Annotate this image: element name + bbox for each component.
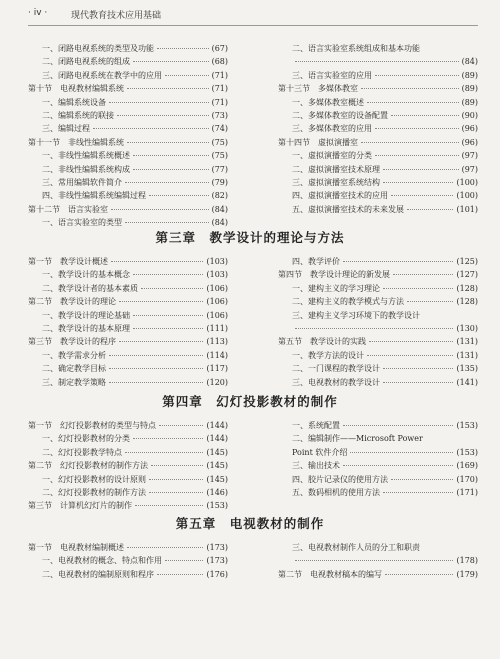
entry-title: 三、建构主义学习环境下的教学设计: [292, 310, 420, 320]
dot-leader: [367, 355, 453, 356]
dot-leader: [133, 155, 209, 156]
entry-title: 二、教学设计的基本原理: [42, 324, 130, 333]
toc-subentry[interactable]: [278, 189, 478, 202]
dot-leader: [135, 505, 203, 506]
toc-subentry[interactable]: [28, 309, 228, 322]
book-title: 现代教育技术应用基础: [71, 11, 162, 21]
entry-title: 三、常用编辑软件简介: [42, 178, 122, 187]
dot-leader: [383, 182, 453, 183]
toc-section-entry[interactable]: [28, 82, 228, 95]
page-ref: (117): [206, 364, 228, 374]
page-ref: (103): [206, 270, 228, 280]
entry-title: 四、胶片记录仪的使用方法: [292, 474, 388, 484]
toc-subentry[interactable]: [278, 42, 478, 55]
page-ref: (67): [211, 44, 228, 53]
toc-section-entry[interactable]: [278, 568, 478, 581]
dot-leader: [109, 355, 203, 356]
dot-leader: [125, 222, 209, 223]
entry-title: 二、确定教学目标: [42, 364, 106, 374]
toc-subentry[interactable]: [278, 69, 478, 82]
page-ref: (97): [461, 164, 478, 174]
dot-leader: [109, 382, 203, 383]
dot-leader: [343, 425, 453, 426]
page-ref: (89): [461, 84, 478, 94]
page-ref: (71): [211, 97, 228, 107]
dot-leader: [93, 128, 209, 129]
entry-title: 三、电视教材制作人员的分工和职责: [292, 543, 420, 552]
page-ref: (153): [456, 447, 478, 457]
entry-title: 四、教学评价: [292, 257, 340, 266]
page-ref: (89): [461, 97, 478, 107]
toc-subentry[interactable]: [278, 554, 478, 567]
toc-section-entry[interactable]: [28, 255, 228, 268]
toc-subentry[interactable]: [28, 122, 228, 135]
page-ref: (96): [461, 124, 478, 134]
page-ref: (106): [206, 297, 228, 307]
dot-leader: [391, 115, 459, 116]
entry-title: 一、教学设计的理论基础: [42, 310, 130, 320]
toc-subentry[interactable]: [278, 459, 478, 472]
entry-title: 二、编辑制作——Microsoft Power: [292, 434, 423, 444]
page-ref: (79): [211, 178, 228, 187]
dot-leader: [127, 547, 203, 548]
dot-leader: [119, 341, 203, 342]
page-ref: (84): [461, 57, 478, 67]
toc-subentry[interactable]: [28, 376, 228, 389]
entry-title: 二、编辑系统的联接: [42, 111, 114, 120]
page-ref: (169): [456, 461, 478, 471]
page-ref: (75): [211, 137, 228, 147]
entry-title: 三、输出技术: [292, 461, 340, 471]
entry-title: 第三节 计算机幻灯片的制作: [28, 501, 132, 511]
dot-leader: [165, 75, 209, 76]
toc-subentry[interactable]: [28, 554, 228, 567]
toc-column-left: [28, 255, 228, 389]
toc-subentry[interactable]: [278, 376, 478, 389]
page-ref: (145): [206, 461, 228, 471]
dot-leader: [383, 492, 453, 493]
page-ref: (73): [211, 111, 228, 120]
dot-leader: [109, 102, 209, 103]
toc-subentry[interactable]: [278, 362, 478, 375]
page-ref: (170): [456, 474, 478, 484]
entry-title: 二、建构主义的教学模式与方法: [292, 297, 404, 307]
toc-section-entry[interactable]: [28, 295, 228, 308]
entry-title: 一、编辑系统设备: [42, 97, 106, 107]
page-ref: (179): [456, 569, 478, 579]
toc-subentry[interactable]: [278, 432, 478, 445]
dot-leader: [361, 88, 459, 89]
page-ref: (130): [456, 324, 478, 333]
toc-section-entry[interactable]: [28, 203, 228, 216]
page-ref: (106): [206, 283, 228, 293]
toc-subentry[interactable]: [278, 349, 478, 362]
entry-title: Point 软件介绍: [292, 447, 348, 457]
entry-title: 四、虚拟演播室技术的应用: [292, 191, 388, 201]
dot-leader: [369, 341, 453, 342]
page-ref: (145): [206, 447, 228, 457]
toc-column-right: [278, 541, 478, 581]
dot-leader: [157, 574, 203, 575]
entry-title: 第四节 教学设计理论的新发展: [278, 270, 390, 280]
dot-leader: [295, 61, 459, 62]
entry-title: 一、幻灯投影教材的设计原则: [42, 474, 146, 484]
toc-section-entry[interactable]: [28, 499, 228, 512]
page-ref: (97): [461, 151, 478, 161]
page-ref: (96): [461, 137, 478, 147]
entry-title: 第三节 教学设计的程序: [28, 337, 116, 347]
toc-section-entry[interactable]: [278, 335, 478, 348]
dot-leader: [151, 465, 203, 466]
page-ref: (84): [211, 218, 228, 228]
page-ref: (120): [206, 377, 228, 387]
page-ref: (71): [211, 84, 228, 94]
toc-section-entry[interactable]: [28, 459, 228, 472]
entry-title: 一、非线性编辑系统概述: [42, 151, 130, 161]
entry-title: 第十二节 语言实验室: [28, 204, 108, 214]
page-ref: (103): [206, 257, 228, 266]
dot-leader: [295, 560, 453, 561]
toc-section-entry[interactable]: [28, 419, 228, 432]
toc-subentry[interactable]: [278, 109, 478, 122]
dot-leader: [125, 182, 209, 183]
toc-subentry[interactable]: [28, 42, 228, 55]
toc-subentry[interactable]: [28, 163, 228, 176]
page-ref: (114): [206, 350, 228, 360]
dot-leader: [343, 465, 453, 466]
dot-leader: [133, 274, 203, 275]
entry-title: 一、教学需求分析: [42, 350, 106, 360]
entry-title: 五、数码相机的使用方法: [292, 488, 380, 497]
page-ref: (145): [206, 474, 228, 484]
toc-subentry[interactable]: [278, 149, 478, 162]
dot-leader: [117, 115, 209, 116]
dot-leader: [383, 288, 453, 289]
page-ref: (74): [211, 124, 228, 134]
dot-leader: [367, 102, 459, 103]
dot-leader: [393, 274, 453, 275]
dot-leader: [157, 48, 209, 49]
toc-subentry[interactable]: [28, 362, 228, 375]
dot-leader: [149, 479, 203, 480]
entry-title: 一、多媒体教室概述: [292, 97, 364, 107]
page-ref: (71): [211, 70, 228, 80]
dot-leader: [119, 301, 203, 302]
toc-subentry[interactable]: [278, 203, 478, 216]
dot-leader: [391, 195, 453, 196]
entry-title: 二、一门课程的教学设计: [292, 364, 380, 374]
dot-leader: [133, 315, 203, 316]
entry-title: 一、闭路电视系统的类型及功能: [42, 44, 154, 53]
header-rule: [28, 25, 478, 26]
entry-title: 第一节 幻灯投影教材的类型与特点: [28, 421, 156, 430]
page-ref: (128): [456, 297, 478, 307]
toc-section-entry[interactable]: [278, 82, 478, 95]
page-ref: (111): [206, 324, 228, 333]
toc-section-entry[interactable]: [28, 136, 228, 149]
toc-subentry[interactable]: [28, 149, 228, 162]
page-ref: (128): [456, 283, 478, 293]
dot-leader: [111, 209, 209, 210]
dot-leader: [350, 452, 453, 453]
dot-leader: [385, 574, 453, 575]
dot-leader: [343, 261, 453, 262]
dot-leader: [127, 88, 209, 89]
dot-leader: [149, 492, 203, 493]
toc-subentry[interactable]: [28, 486, 228, 499]
toc-subentry[interactable]: [278, 446, 478, 459]
chapter-heading: 第三章 教学设计的理论与方法: [155, 230, 345, 245]
toc-column-left: [28, 541, 228, 581]
toc-subentry[interactable]: [278, 122, 478, 135]
entry-title: 三、语言实验室的应用: [292, 70, 372, 80]
page-ref: (100): [456, 191, 478, 201]
dot-leader: [295, 328, 453, 329]
toc-subentry[interactable]: [28, 268, 228, 281]
dot-leader: [361, 142, 459, 143]
entry-title: 二、多媒体教室的设备配置: [292, 111, 388, 120]
page-ref: (75): [211, 151, 228, 161]
entry-title: 三、虚拟演播室系统结构: [292, 178, 380, 187]
page-ref: (153): [206, 501, 228, 511]
dot-leader: [125, 452, 203, 453]
toc-subentry[interactable]: [28, 282, 228, 295]
page-ref: (135): [456, 364, 478, 374]
dot-leader: [375, 128, 459, 129]
entry-title: 二、幻灯投影教学特点: [42, 447, 122, 457]
entry-title: 第一节 电视教材编制概述: [28, 543, 124, 552]
page-ref: (146): [206, 488, 228, 497]
page-ref: (90): [461, 111, 478, 120]
page-ref: (171): [456, 488, 478, 497]
toc-subentry[interactable]: [278, 55, 478, 68]
chapter-heading: 第四章 幻灯投影教材的制作: [162, 394, 338, 409]
toc-subentry[interactable]: [278, 486, 478, 499]
entry-title: 一、虚拟演播室的分类: [292, 151, 372, 161]
entry-title: 一、系统配置: [292, 421, 340, 430]
entry-title: 第二节 教学设计的理论: [28, 297, 116, 307]
dot-leader: [109, 368, 203, 369]
page-ref: (82): [211, 191, 228, 201]
toc-subentry[interactable]: [278, 322, 478, 335]
toc-subentry[interactable]: [278, 176, 478, 189]
page-ref: (84): [211, 204, 228, 214]
entry-title: 二、电视教材的编制原则和程序: [42, 569, 154, 579]
dot-leader: [407, 209, 453, 210]
page-ref: (131): [456, 337, 478, 347]
dot-leader: [165, 560, 203, 561]
toc-subentry[interactable]: [278, 255, 478, 268]
page-ref: (173): [206, 556, 228, 566]
toc-subentry[interactable]: [28, 69, 228, 82]
toc-subentry[interactable]: [28, 96, 228, 109]
page-ref: (178): [456, 556, 478, 566]
entry-title: 五、虚拟演播室技术的未来发展: [292, 204, 404, 214]
toc-subentry[interactable]: [278, 309, 478, 322]
entry-title: 第五节 教学设计的实践: [278, 337, 366, 347]
entry-title: 三、电视教材的教学设计: [292, 377, 380, 387]
dot-leader: [407, 301, 453, 302]
page-ref: (176): [206, 569, 228, 579]
toc-subentry[interactable]: [278, 419, 478, 432]
chapter-heading: 第五章 电视教材的制作: [175, 516, 325, 531]
entry-title: 二、非线性编辑系统构成: [42, 164, 130, 174]
page-ref: (100): [456, 178, 478, 187]
toc-column-right: [278, 255, 478, 389]
toc-subentry[interactable]: [28, 473, 228, 486]
dot-leader: [375, 75, 459, 76]
toc-section-entry[interactable]: [28, 335, 228, 348]
entry-title: 一、建构主义的学习理论: [292, 283, 380, 293]
dot-leader: [111, 261, 203, 262]
toc-column-left: [28, 42, 228, 230]
toc-column-right: [278, 42, 478, 216]
entry-title: 一、教学设计的基本概念: [42, 270, 130, 280]
toc-column-right: [278, 419, 478, 499]
entry-title: 三、多媒体教室的应用: [292, 124, 372, 134]
toc-section-entry[interactable]: [278, 136, 478, 149]
page-ref: (144): [206, 421, 228, 430]
toc-subentry[interactable]: [278, 473, 478, 486]
page-ref: (77): [211, 164, 228, 174]
entry-title: 二、虚拟演播室技术原理: [292, 164, 380, 174]
page-ref: (144): [206, 434, 228, 444]
toc-subentry[interactable]: [278, 295, 478, 308]
entry-title: 第十节 电视教材编辑系统: [28, 84, 124, 94]
entry-title: 一、幻灯投影教材的分类: [42, 434, 130, 444]
toc-subentry[interactable]: [278, 96, 478, 109]
toc-section-entry[interactable]: [28, 541, 228, 554]
page-ref: (106): [206, 310, 228, 320]
entry-title: 二、教学设计者的基本素质: [42, 283, 138, 293]
dot-leader: [133, 169, 209, 170]
dot-leader: [383, 368, 453, 369]
dot-leader: [383, 169, 459, 170]
toc-subentry[interactable]: [28, 349, 228, 362]
dot-leader: [133, 438, 203, 439]
page-number: · iv ·: [28, 8, 48, 18]
entry-title: 第二节 幻灯投影教材的制作方法: [28, 461, 148, 471]
page-ref: (89): [461, 70, 478, 80]
toc-subentry[interactable]: [28, 432, 228, 445]
dot-leader: [133, 328, 203, 329]
entry-title: 第十一节 非线性编辑系统: [28, 137, 124, 147]
toc-subentry[interactable]: [28, 568, 228, 581]
toc-subentry[interactable]: [28, 176, 228, 189]
entry-title: 三、闭路电视系统在教学中的应用: [42, 70, 162, 80]
toc-subentry[interactable]: [278, 282, 478, 295]
entry-title: 二、闭路电视系统的组成: [42, 57, 130, 67]
entry-title: 第一节 教学设计概述: [28, 257, 108, 266]
dot-leader: [159, 425, 203, 426]
entry-title: 一、电视教材的概念、特点和作用: [42, 556, 162, 566]
toc-column-left: [28, 419, 228, 513]
dot-leader: [375, 155, 459, 156]
entry-title: 一、教学方法的设计: [292, 350, 364, 360]
page-ref: (131): [456, 350, 478, 360]
dot-leader: [383, 382, 453, 383]
entry-title: 第十四节 虚拟演播室: [278, 137, 358, 147]
entry-title: 三、编辑过程: [42, 124, 90, 134]
entry-title: 二、语言实验室系统组成和基本功能: [292, 44, 420, 53]
entry-title: 第十三节 多媒体教室: [278, 84, 358, 94]
entry-title: 一、语言实验室的类型: [42, 218, 122, 228]
toc-subentry[interactable]: [278, 541, 478, 554]
page-ref: (113): [206, 337, 228, 347]
entry-title: 第二节 电视教材稿本的编写: [278, 569, 382, 579]
page-ref: (141): [456, 377, 478, 387]
toc-subentry[interactable]: [28, 189, 228, 202]
toc-subentry[interactable]: [28, 109, 228, 122]
entry-title: 二、幻灯投影教材的制作方法: [42, 488, 146, 497]
entry-title: 四、非线性编辑系统编辑过程: [42, 191, 146, 201]
dot-leader: [127, 142, 209, 143]
toc-subentry[interactable]: [278, 163, 478, 176]
page-ref: (153): [456, 421, 478, 430]
toc-subentry[interactable]: [28, 322, 228, 335]
page-ref: (125): [456, 257, 478, 266]
toc-subentry[interactable]: [28, 446, 228, 459]
page-ref: (101): [456, 204, 478, 214]
page-ref: (127): [456, 270, 478, 280]
toc-section-entry[interactable]: [278, 268, 478, 281]
toc-subentry[interactable]: [28, 55, 228, 68]
entry-title: 三、制定教学策略: [42, 377, 106, 387]
page-ref: (68): [211, 57, 228, 67]
dot-leader: [133, 61, 209, 62]
dot-leader: [391, 479, 453, 480]
running-header: [28, 8, 478, 32]
page-ref: (173): [206, 543, 228, 552]
dot-leader: [149, 195, 209, 196]
dot-leader: [141, 288, 203, 289]
